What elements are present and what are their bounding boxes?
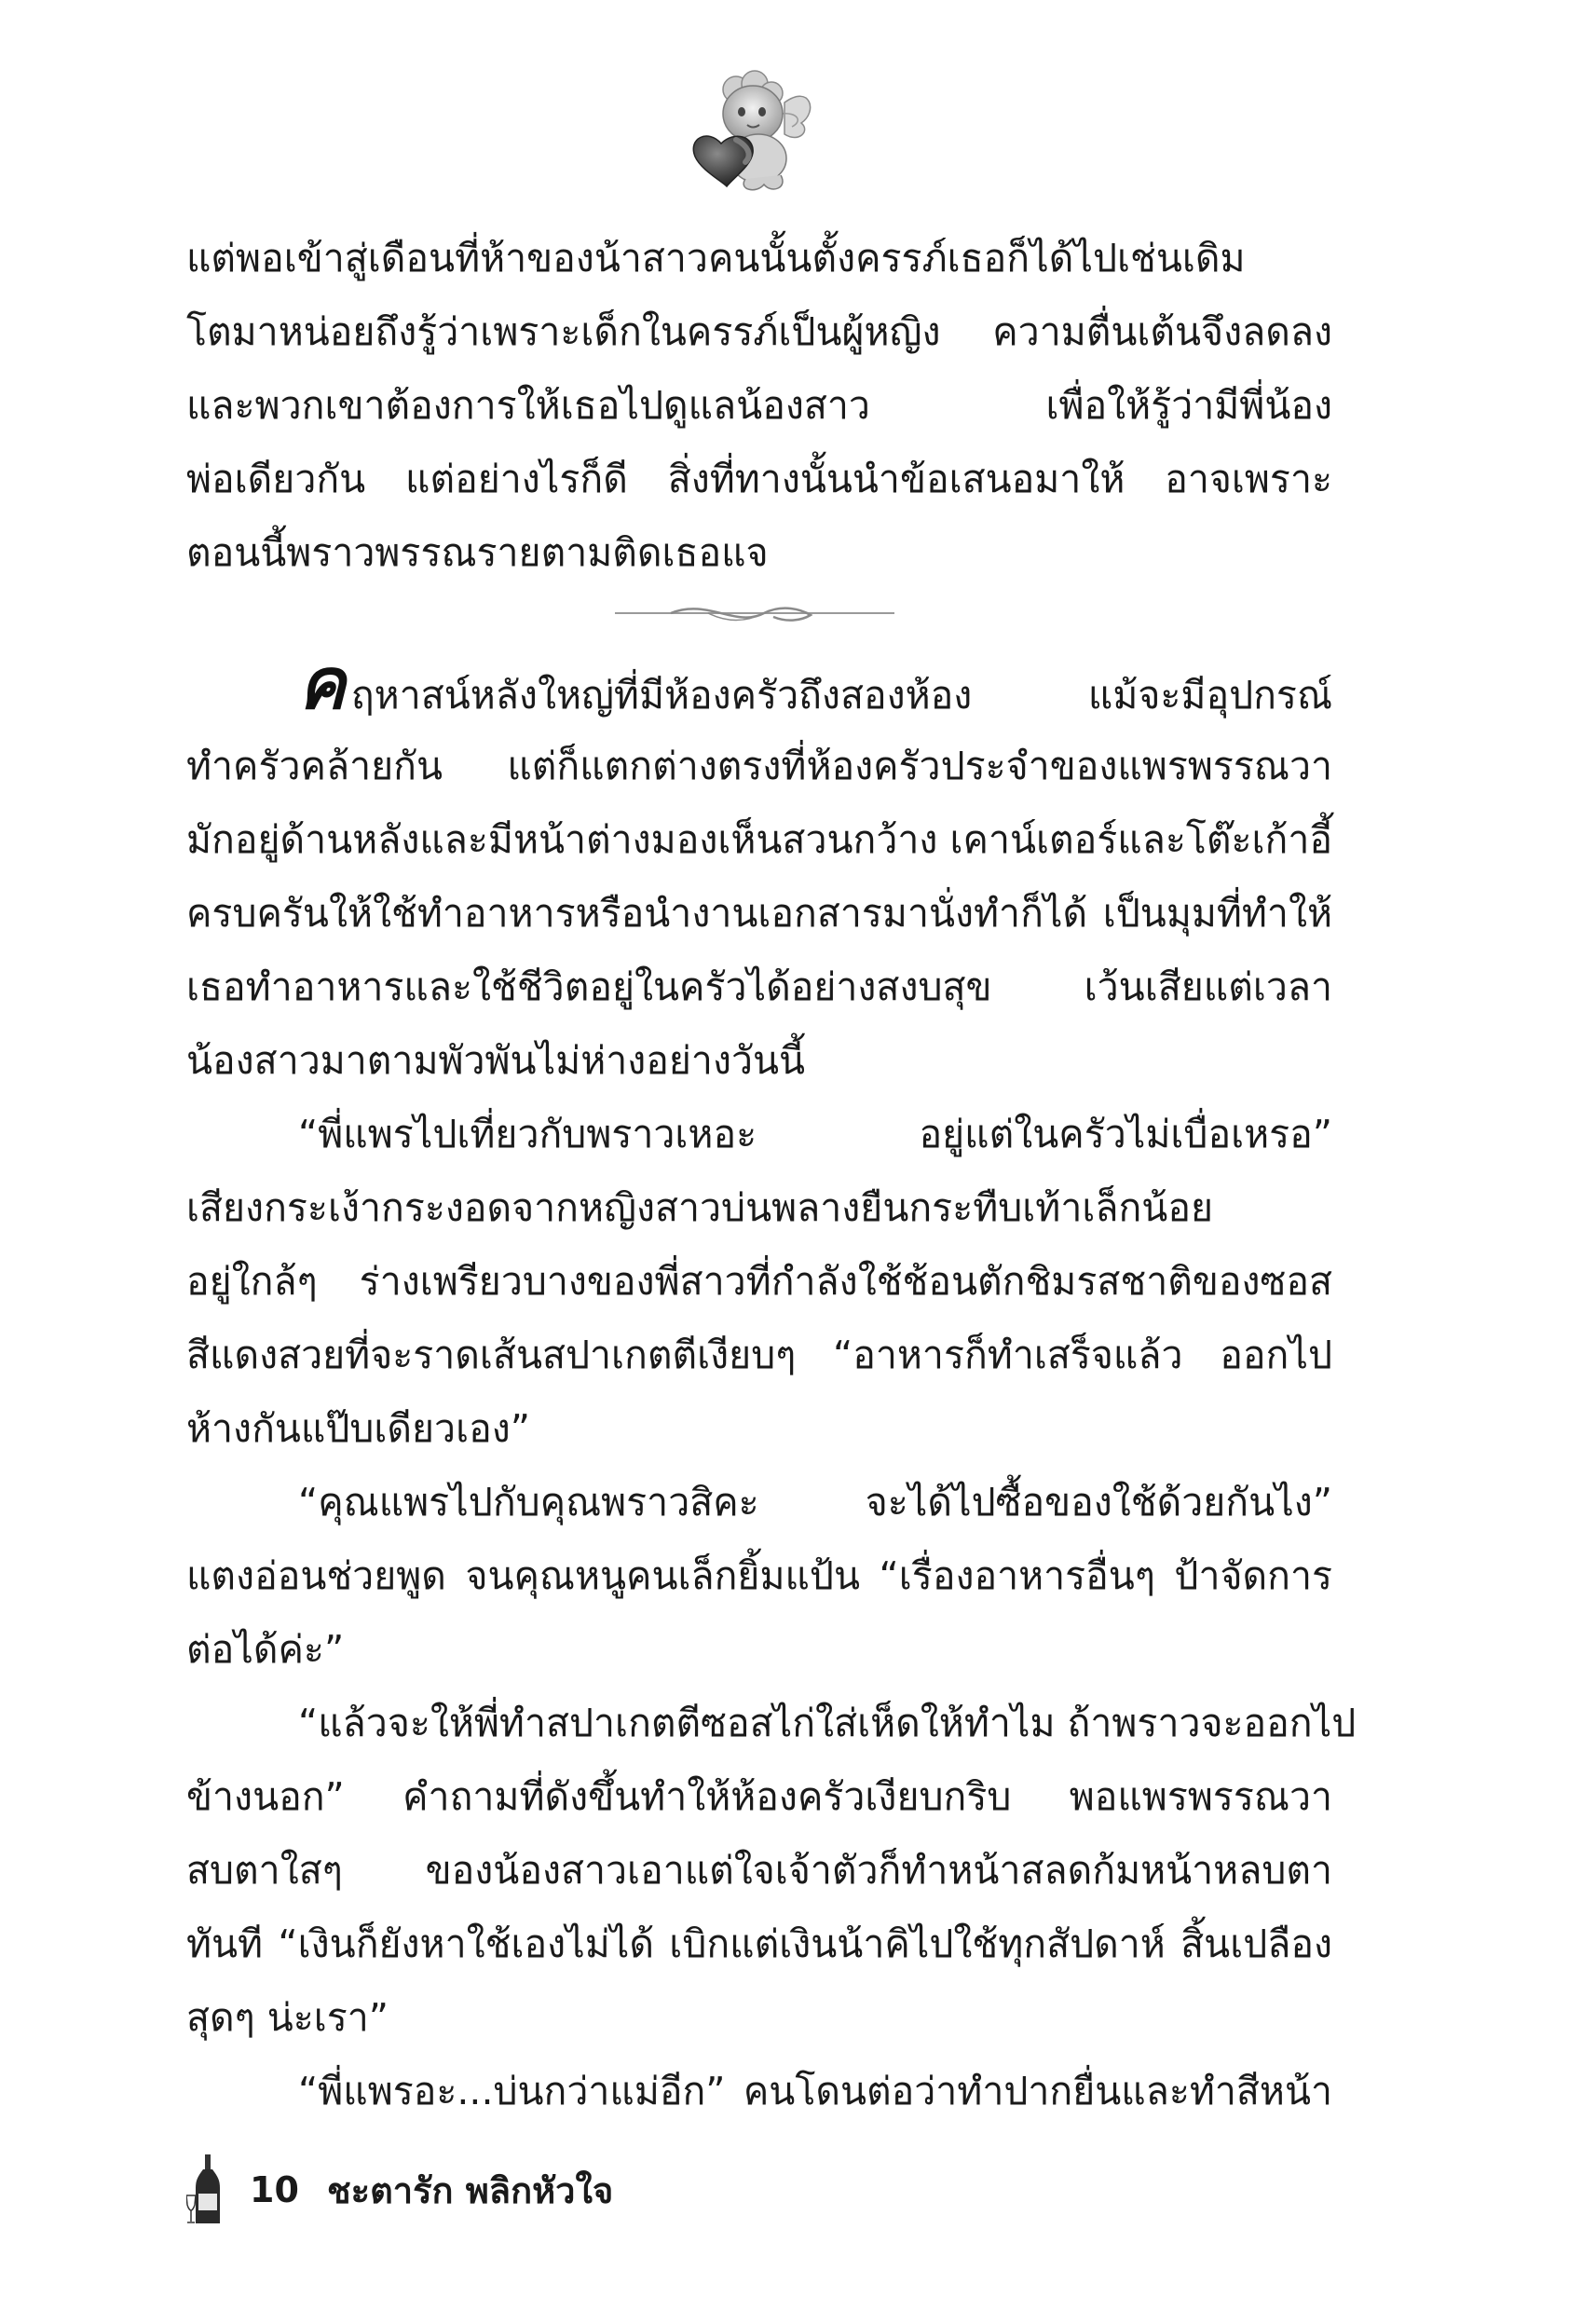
text-line-with-drop-cap <box>186 642 1332 730</box>
cherub-with-heart-icon <box>680 65 820 196</box>
text-line: และพวกเขาต้องการให้เธอไปดูแลน้องสาว เพื่อให้รู้ว่ามีพี่น้อง <box>186 383 1332 428</box>
text-line: สบตาใสๆ ของน้องสาวเอาแต่ใจเจ้าตัวก็ทำหน้าสลดก้มหน้าหลบตา <box>186 1848 1332 1893</box>
text-line: น้องสาวมาตามพัวพันไม่ห่างอย่างวันนี้ <box>186 1038 806 1083</box>
swirl-divider-icon <box>615 595 894 632</box>
text-line: แต่พอเข้าสู่เดือนที่ห้าของน้าสาวคนนั้นตั้งครรภ์เธอก็ได้ไปเช่นเดิม <box>186 236 1246 280</box>
text-line: พ่อเดียวกัน แต่อย่างไรก็ดี สิ่งที่ทางนั้นนำข้อเสนอมาให้ อาจเพราะ <box>186 457 1332 501</box>
text-line: สีแดงสวยที่จะราดเส้นสปาเกตตีเงียบๆ “อาหารก็ทำเสร็จแล้ว ออกไป <box>186 1333 1332 1377</box>
text-line: ทันที “เงินก็ยังหาใช้เองไม่ได้ เบิกแต่เงินน้าคิไปใช้ทุกสัปดาห์ สิ้นเปลือง <box>186 1921 1332 1966</box>
text-line: ครบครันให้ใช้ทำอาหารหรือนำงานเอกสารมานั่งทำก็ได้ เป็นมุมที่ทำให้ <box>186 891 1332 936</box>
text-line: โตมาหน่อยถึงรู้ว่าเพราะเด็กในครรภ์เป็นผู้หญิง ความตื่นเต้นจึงลดลง <box>186 309 1332 354</box>
paragraph-opening <box>186 222 1332 590</box>
dialogue-line: “คุณแพรไปกับคุณพราวสิคะ จะได้ไปซื้อของใช้ด้วยกันไง” <box>298 1480 1332 1525</box>
text-line: อยู่ใกล้ๆ ร่างเพรียวบางของพี่สาวที่กำลังใช้ช้อนตักชิมรสชาติของซอส <box>186 1259 1332 1304</box>
wine-bottle-and-glass-icon <box>186 2153 224 2227</box>
book-title: ชะตารัก พลิกหัวใจ <box>326 2169 614 2211</box>
text-line: เสียงกระเง้ากระงอดจากหญิงสาวบ่นพลางยืนกระทืบเท้าเล็กน้อย <box>186 1185 1213 1230</box>
paragraph-kitchen-scene <box>186 642 1357 2128</box>
text-line: สุดๆ น่ะเรา” <box>186 1995 389 2040</box>
text-line: ห้างกันแป๊บเดียวเอง” <box>186 1406 530 1451</box>
dialogue-line: “พี่แพรอะ...บ่นกว่าแม่อีก” คนโดนต่อว่าทำปากยื่นและทำสีหน้า <box>298 2069 1332 2113</box>
page-number: 10 <box>250 2169 299 2210</box>
text-line: ตอนนี้พราวพรรณรายตามติดเธอแจ <box>186 530 769 575</box>
page-footer <box>186 2153 613 2227</box>
drop-cap: ค <box>298 642 346 725</box>
text-line: ต่อได้ค่ะ” <box>186 1627 345 1672</box>
text-line: ฤหาสน์หลังใหญ่ที่มีห้องครัวถึงสองห้อง แม้จะมีอุปกรณ์ <box>350 673 1332 718</box>
text-line: ข้างนอก” คำถามที่ดังขึ้นทำให้ห้องครัวเงียบกริบ พอแพรพรรณวา <box>186 1774 1332 1819</box>
text-line: เธอทำอาหารและใช้ชีวิตอยู่ในครัวได้อย่างสงบสุข เว้นเสียแต่เวลา <box>186 964 1332 1009</box>
text-line: แตงอ่อนช่วยพูด จนคุณหนูคนเล็กยิ้มแป้น “เรื่องอาหารอื่นๆ ป้าจัดการ <box>186 1553 1332 1598</box>
text-line: ทำครัวคล้ายกัน แต่ก็แตกต่างตรงที่ห้องครัวประจำของแพรพรรณวา <box>186 744 1332 788</box>
dialogue-line: “แล้วจะให้พี่ทำสปาเกตตีซอสไก่ใส่เห็ดให้ทำไม ถ้าพราวจะออกไป <box>298 1701 1357 1745</box>
text-line: มักอยู่ด้านหลังและมีหน้าต่างมองเห็นสวนกว้าง เคาน์เตอร์และโต๊ะเก้าอี้ <box>186 817 1332 862</box>
dialogue-line: “พี่แพรไปเที่ยวกับพราวเหอะ อยู่แต่ในครัวไม่เบื่อเหรอ” <box>298 1112 1332 1156</box>
